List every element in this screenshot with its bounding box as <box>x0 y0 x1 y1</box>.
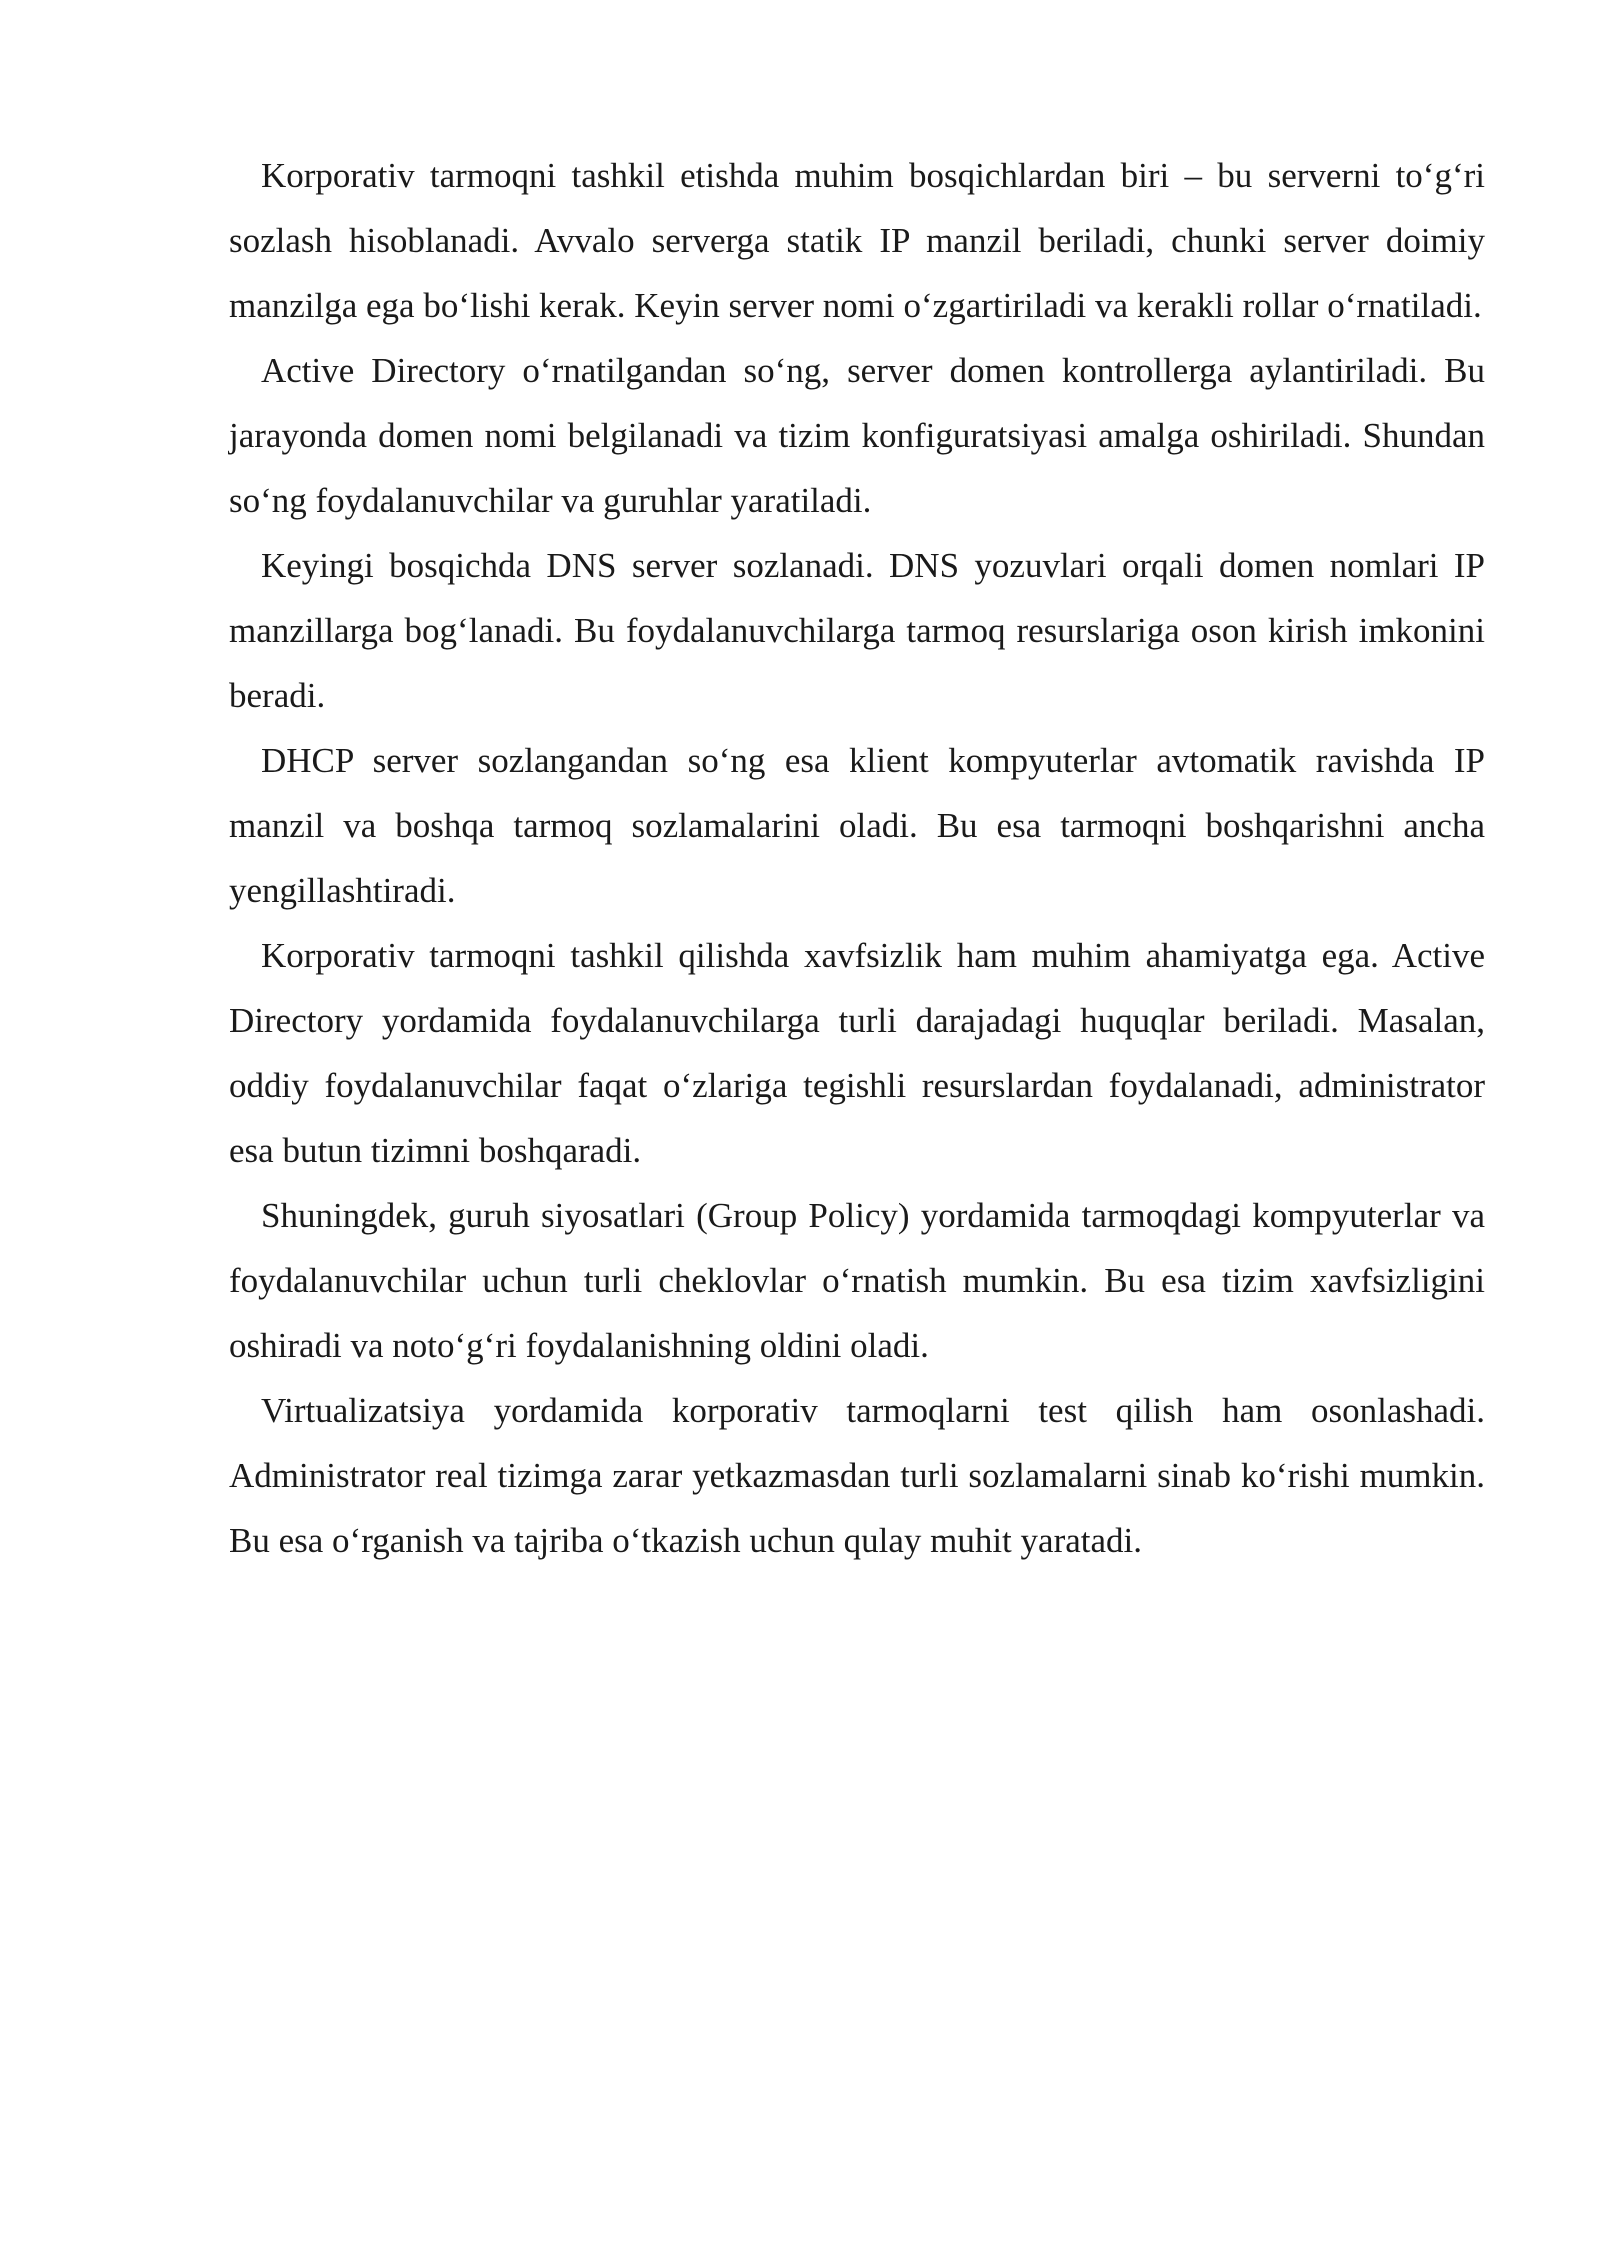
paragraph-group-policy: Shuningdek, guruh siyosatlari (Group Policy) yordamida tarmoqdagi kompyuterlar va foydalanuvchilar uchun turli cheklovlar o‘rnatish mumkin. Bu esa tizim xavfsizligini oshiradi va noto‘g‘ri foydalanishning oldini oladi. <box>229 1196 1485 1365</box>
paragraph-dhcp: DHCP server sozlangandan so‘ng esa klient kompyuterlar avtomatik ravishda IP manzil va boshqa tarmoq sozlamalarini oladi. Bu esa tarmoqni boshqarishni ancha yengillashtiradi. <box>229 741 1485 910</box>
paragraph-security: Korporativ tarmoqni tashkil qilishda xavfsizlik ham muhim ahamiyatga ega. Active Directory yordamida foydalanuvchilarga turli darajadagi huquqlar beriladi. Masalan, oddiy foydalanuvchilar faqat o‘zlariga tegishli resurslardan foydalanadi, administrator esa butun tizimni boshqaradi. <box>229 936 1485 1170</box>
paragraph-virtualization: Virtualizatsiya yordamida korporativ tarmoqlarni test qilish ham osonlashadi. Administrator real tizimga zarar yetkazmasdan turli sozlamalarni sinab ko‘rishi mumkin. Bu esa o‘rganish va tajriba o‘tkazish uchun qulay muhit yaratadi. <box>229 1391 1485 1560</box>
document-body <box>229 143 1485 1573</box>
paragraph-active-directory: Active Directory o‘rnatilgandan so‘ng, server domen kontrollerga aylantiriladi. Bu jarayonda domen nomi belgilanadi va tizim konfiguratsiyasi amalga oshiriladi. Shundan so‘ng foydalanuvchilar va guruhlar yaratiladi. <box>229 351 1485 520</box>
paragraph-server-setup: Korporativ tarmoqni tashkil etishda muhim bosqichlardan biri – bu serverni to‘g‘ri sozlash hisoblanadi. Avvalo serverga statik IP manzil beriladi, chunki server doimiy manzilga ega bo‘lishi kerak. Keyin server nomi o‘zgartiriladi va kerakli rollar o‘rnatiladi. <box>229 156 1485 325</box>
paragraph-dns: Keyingi bosqichda DNS server sozlanadi. DNS yozuvlari orqali domen nomlari IP manzillarga bog‘lanadi. Bu foydalanuvchilarga tarmoq resurslariga oson kirish imkonini beradi. <box>229 546 1485 715</box>
